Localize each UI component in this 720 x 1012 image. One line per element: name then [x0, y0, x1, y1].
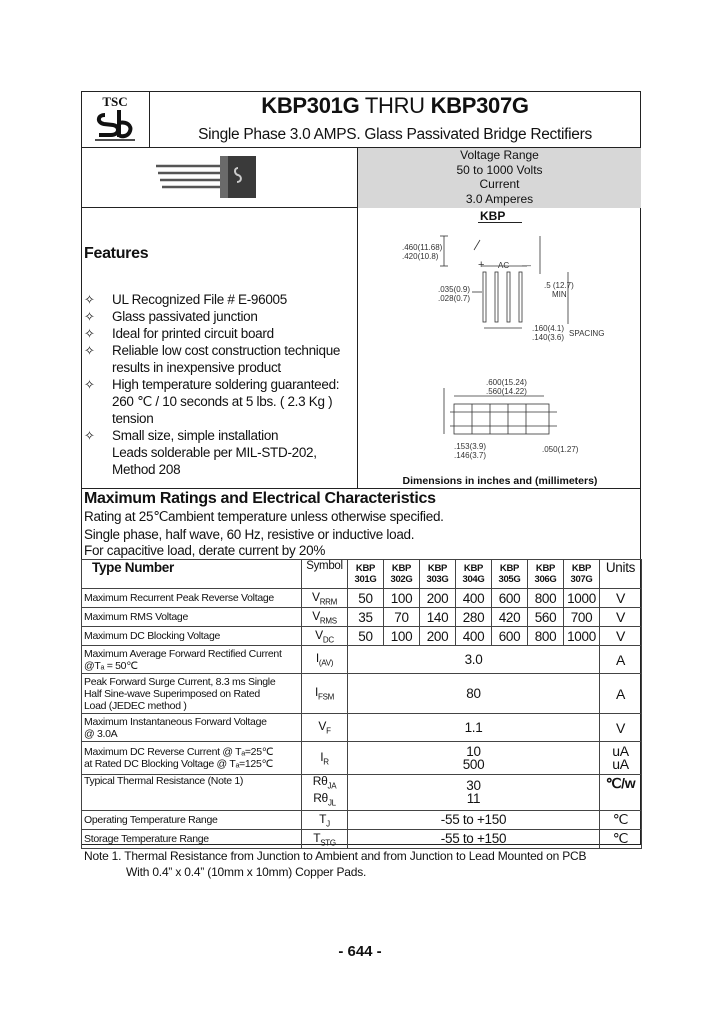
header-col: [528, 560, 564, 589]
symbol-main: V: [311, 589, 320, 604]
col-suffix: 305G: [498, 574, 521, 585]
header-col: [492, 560, 528, 589]
param-desc: Maximum DC Blocking Voltage: [82, 627, 302, 646]
title-thru: THRU: [359, 93, 431, 118]
feature-item: [84, 291, 359, 308]
value-cell: -55 to +150: [348, 810, 600, 829]
col-prefix: KBP: [571, 563, 592, 574]
feature-text: results in inexpensive product: [112, 360, 281, 375]
param-symbol: [302, 608, 348, 627]
param-symbol: [302, 627, 348, 646]
table-row: [82, 589, 642, 608]
title-part-first: KBP301G: [261, 93, 360, 118]
title-part-last: KBP307G: [430, 93, 529, 118]
col-prefix: KBP: [427, 563, 448, 574]
symbol-sub: J: [326, 818, 330, 828]
value-cell: 70: [384, 608, 420, 627]
value-cell: 50: [348, 589, 384, 608]
feature-text: Small size, simple installation: [112, 428, 279, 443]
param-desc: [82, 646, 302, 674]
page-number: - 644 -: [338, 943, 382, 960]
param-desc: Storage Temperature Range: [82, 829, 302, 848]
value-cell: 1000: [564, 589, 600, 608]
value-cell: 1.1: [348, 714, 600, 742]
diamond-bullet-icon: ✧: [84, 343, 95, 358]
pin-plus-label: +: [478, 259, 485, 271]
header-col: [420, 560, 456, 589]
package-drawing: [362, 224, 638, 474]
product-image: [150, 152, 270, 202]
symbol-sub: STG: [320, 837, 336, 847]
value-cell: 700: [564, 608, 600, 627]
feature-item: [84, 308, 359, 325]
footnote: [84, 848, 644, 880]
symbol-sub: DC: [322, 635, 334, 645]
feature-text: Method 208: [112, 462, 181, 477]
feature-text: Reliable low cost construction technique: [112, 343, 341, 358]
header-symbol: Symbol: [302, 560, 348, 589]
ratings-title: Maximum Ratings and Electrical Characteristics: [84, 490, 436, 507]
value-cell: 100: [384, 589, 420, 608]
value-cell: [348, 775, 600, 811]
col-prefix: KBP: [391, 563, 412, 574]
voltage-range-label: Voltage Range: [460, 148, 539, 162]
dimensions-caption: Dimensions in inches and (millimeters): [402, 475, 598, 487]
diamond-bullet-icon: ✧: [84, 377, 95, 392]
header-units: Units: [600, 560, 642, 589]
diamond-bullet-icon: ✧: [84, 428, 95, 443]
page-subtitle: Single Phase 3.0 AMPS. Glass Passivated Bridge Rectifiers: [198, 126, 592, 143]
feature-item: [84, 427, 359, 478]
feature-text: High temperature soldering guaranteed:: [112, 377, 340, 392]
param-desc: [82, 742, 302, 775]
col-suffix: 304G: [462, 574, 485, 585]
value-cell: 600: [492, 589, 528, 608]
dim-035: .035(0.9): [438, 285, 471, 294]
symbol-sub: R: [323, 757, 329, 767]
value-cell: 1000: [564, 627, 600, 646]
logo-text: TSC: [102, 94, 128, 109]
feature-text: UL Recognized File # E-96005: [112, 292, 287, 307]
param-symbol: [302, 646, 348, 674]
desc-line: @Tₐ = 50℃: [84, 659, 138, 672]
symbol-sub: FSM: [318, 692, 335, 702]
col-prefix: KBP: [355, 563, 376, 574]
table-row: [82, 714, 642, 742]
param-symbol: [302, 775, 348, 811]
feature-item: [84, 376, 359, 427]
unit-cell: A: [600, 646, 642, 674]
page-title: [150, 93, 640, 119]
tsc-logo: [83, 93, 147, 147]
diamond-bullet-icon: ✧: [84, 326, 95, 341]
unit-cell: ℃: [600, 810, 642, 829]
current-label: Current: [479, 177, 520, 191]
symbol-main: I: [314, 685, 319, 700]
table-row: [82, 646, 642, 674]
value-cell: [348, 742, 600, 775]
table-row: [82, 674, 642, 714]
package-name-underline: [478, 222, 522, 223]
value-cell: 100: [384, 627, 420, 646]
value-cell: 800: [528, 589, 564, 608]
symbol-main: T: [313, 830, 321, 845]
value-cell: 800: [528, 627, 564, 646]
table-row: [82, 742, 642, 775]
dim-140: .140(3.6): [532, 333, 565, 342]
unit-cell: ℃/w: [600, 775, 642, 811]
param-symbol: [302, 810, 348, 829]
symbol-main: Rθ: [313, 791, 328, 806]
value-cell: 400: [456, 589, 492, 608]
value-cell: 50: [348, 627, 384, 646]
unit-line: uA: [612, 743, 629, 759]
param-symbol: [302, 829, 348, 848]
unit-cell: V: [600, 627, 642, 646]
col-suffix: 306G: [534, 574, 557, 585]
dim-146: .146(3.7): [454, 451, 487, 460]
value-cell: 280: [456, 608, 492, 627]
feature-text: tension: [112, 411, 154, 426]
unit-cell: A: [600, 674, 642, 714]
value-cell: 400: [456, 627, 492, 646]
diamond-bullet-icon: ✧: [84, 292, 95, 307]
symbol-sub: JA: [327, 781, 337, 791]
value-cell: 80: [348, 674, 600, 714]
desc-line: Maximum Average Forward Rectified Current: [84, 647, 282, 660]
value-cell: 420: [492, 608, 528, 627]
desc-line: Peak Forward Surge Current, 8.3 ms Single: [84, 675, 276, 688]
table-row: [82, 775, 642, 811]
feature-text: Ideal for printed circuit board: [112, 326, 274, 341]
param-symbol: [302, 589, 348, 608]
dim-420: .420(10.8): [402, 252, 439, 261]
dim-spacing: SPACING: [569, 329, 605, 338]
value-cell: -55 to +150: [348, 829, 600, 848]
feature-text: Glass passivated junction: [112, 309, 258, 324]
dim-460: .460(11.68): [402, 243, 443, 252]
table-row: [82, 608, 642, 627]
unit-line: uA: [612, 756, 629, 772]
table-row: [82, 810, 642, 829]
symbol-main: T: [319, 811, 327, 826]
footnote-line: Note 1. Thermal Resistance from Junction to Ambient and from Junction to Lead Mounted on PCB: [84, 849, 587, 863]
feature-text: 260 ℃ / 10 seconds at 5 lbs. ( 2.3 Kg ): [112, 394, 333, 409]
symbol-sub: RRM: [319, 597, 338, 607]
dim-min: MIN: [552, 290, 567, 299]
symbol-main: V: [318, 719, 327, 734]
unit-cell: [600, 742, 642, 775]
symbol-main: Rθ: [312, 774, 328, 788]
col-prefix: KBP: [463, 563, 484, 574]
value-cell: 200: [420, 627, 456, 646]
unit-cell: V: [600, 714, 642, 742]
dim-600: .600(15.24): [486, 378, 527, 387]
unit-cell: V: [600, 589, 642, 608]
features-title: Features: [84, 245, 149, 262]
desc-line: @ 3.0A: [84, 727, 118, 740]
col-suffix: 301G: [354, 574, 377, 585]
desc-line: Load (JEDEC method ): [84, 699, 187, 712]
dim-160: .160(4.1): [532, 324, 565, 333]
dim-153: .153(3.9): [454, 442, 487, 451]
symbol-main: V: [315, 627, 323, 642]
desc-line: Half Sine-wave Superimposed on Rated: [84, 687, 260, 700]
param-desc: Maximum Recurrent Peak Reverse Voltage: [82, 589, 302, 608]
symbol-line: [313, 792, 336, 809]
header-col: [564, 560, 600, 589]
value-cell: 560: [528, 608, 564, 627]
feature-item: [84, 325, 359, 342]
symbol-sub: F: [326, 726, 331, 736]
ratings-note-2: Single phase, half wave, 60 Hz, resistive or inductive load.: [84, 527, 415, 542]
pin-minus-label: —: [522, 260, 531, 270]
value-cell: 35: [348, 608, 384, 627]
header-col: [348, 560, 384, 589]
dim-560: .560(14.22): [486, 387, 527, 396]
param-desc: [82, 674, 302, 714]
voltage-range-box: [358, 148, 641, 208]
param-symbol: [302, 674, 348, 714]
ratings-note-1: Rating at 25℃ambient temperature unless otherwise specified.: [84, 509, 444, 524]
col-prefix: KBP: [535, 563, 556, 574]
table-row: [82, 627, 642, 646]
section-rule: [81, 488, 641, 489]
param-symbol: [302, 714, 348, 742]
dim-5: .5 (12.7): [544, 281, 574, 290]
col-suffix: 307G: [570, 574, 593, 585]
symbol-main: V: [312, 608, 320, 623]
header-type-number: Type Number: [82, 560, 302, 589]
package-name: KBP: [480, 209, 506, 223]
voltage-range-value: 50 to 1000 Volts: [456, 162, 543, 177]
param-desc: Operating Temperature Range: [82, 810, 302, 829]
desc-line: Maximum Instantaneous Forward Voltage: [84, 715, 267, 728]
value-line: 10: [466, 744, 481, 759]
value-line: 30: [466, 778, 481, 794]
param-desc: Typical Thermal Resistance (Note 1): [82, 775, 302, 811]
feature-text: Leads solderable per MIL-STD-202,: [112, 445, 317, 460]
header-col: [456, 560, 492, 589]
feature-item: [84, 342, 359, 376]
symbol-line: [313, 775, 337, 792]
value-line: 500: [462, 757, 485, 772]
desc-line: Maximum DC Reverse Current @ Tₐ=25℃: [84, 746, 274, 758]
value-cell: 600: [492, 627, 528, 646]
symbol-main: I: [315, 651, 319, 666]
col-suffix: 302G: [390, 574, 413, 585]
dim-028: .028(0.7): [438, 294, 471, 303]
symbol-sub: JL: [327, 798, 336, 808]
value-cell: 140: [420, 608, 456, 627]
ratings-note-3: For capacitive load, derate current by 20%: [84, 543, 326, 558]
ratings-table: [81, 559, 642, 849]
unit-cell: V: [600, 608, 642, 627]
table-row: [82, 829, 642, 848]
col-suffix: 303G: [426, 574, 449, 585]
value-cell: 3.0: [348, 646, 600, 674]
footnote-line: With 0.4” x 0.4” (10mm x 10mm) Copper Pads.: [126, 865, 367, 879]
param-desc: Maximum RMS Voltage: [82, 608, 302, 627]
symbol-sub: (AV): [318, 658, 334, 668]
value-cell: 200: [420, 589, 456, 608]
unit-cell: ℃: [600, 829, 642, 848]
current-value: 3.0 Amperes: [465, 191, 534, 206]
symbol-sub: RMS: [319, 616, 337, 626]
header-col: [384, 560, 420, 589]
value-line: 11: [466, 791, 481, 807]
symbol-main: I: [320, 749, 324, 764]
diamond-bullet-icon: ✧: [84, 309, 95, 324]
param-symbol: [302, 742, 348, 775]
features-list: [84, 291, 359, 478]
table-header-row: [82, 560, 642, 589]
desc-line: at Rated DC Blocking Voltage @ Tₐ=125℃: [84, 758, 273, 770]
dim-050: .050(1.27): [542, 445, 579, 454]
col-prefix: KBP: [499, 563, 520, 574]
param-desc: [82, 714, 302, 742]
pin-ac-label: AC: [498, 261, 510, 270]
